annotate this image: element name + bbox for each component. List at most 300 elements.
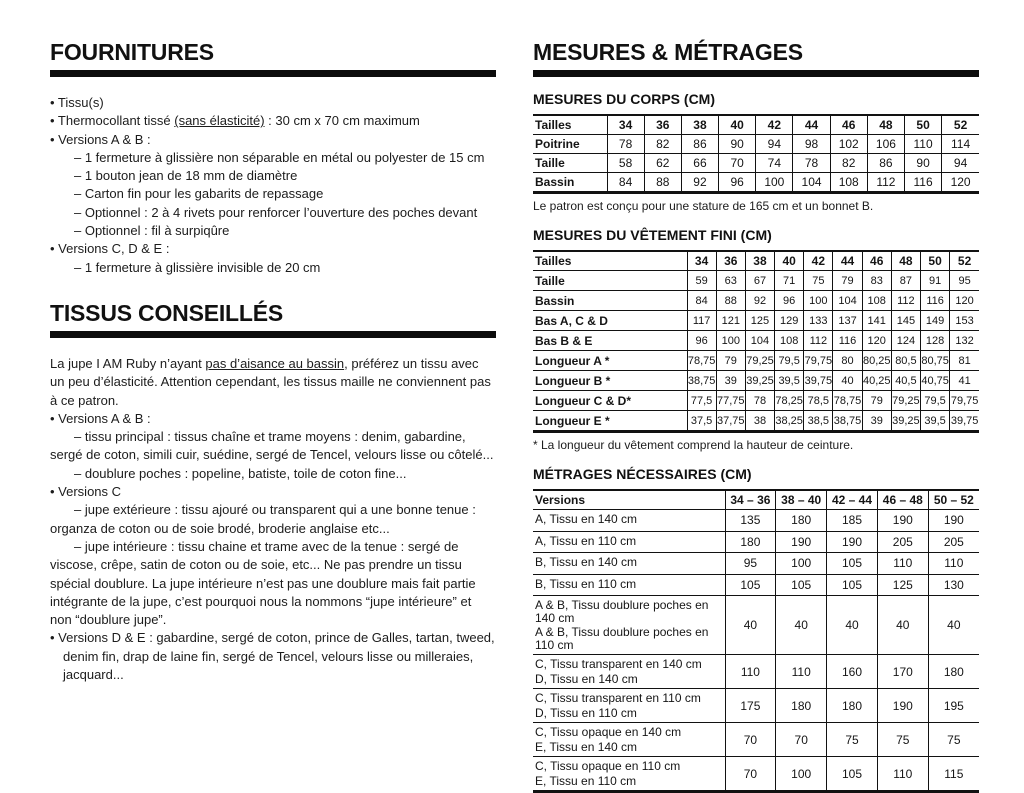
column-header-cell: 50 [921, 251, 950, 271]
column-header-cell: 42 [804, 251, 833, 271]
text-segment: – 1 fermeture à glissière non séparable en métal ou polyester de 15 cm [74, 149, 485, 165]
text-segment: • Thermocollant tissé [50, 113, 175, 129]
column-header-cell: 36 [716, 251, 745, 271]
text-segment: – jupe extérieure : tissu ajouré ou transparent qui a une bonne tenue : organza de coton ou de soie brodé, broderie anglaise etc... [50, 502, 476, 536]
value-cell: 74 [756, 154, 793, 173]
value-cell: 98 [793, 135, 830, 154]
row-label-line: C, Tissu transparent en 110 cm [535, 691, 701, 705]
row-label-cell: Bassin [533, 291, 687, 311]
section-title-mesures: MESURES & MÉTRAGES [533, 39, 803, 65]
row-label-line: B, Tissu en 110 cm [535, 576, 637, 591]
column-header-cell: 46 [830, 115, 867, 135]
column-header-cell: Tailles [533, 115, 607, 135]
value-cell: 38,25 [775, 411, 804, 432]
table-row [533, 311, 979, 331]
value-cell: 75 [827, 723, 878, 757]
table-header-row [533, 251, 979, 271]
value-cell: 180 [776, 510, 827, 532]
value-cell: 40,75 [921, 371, 950, 391]
value-cell: 190 [877, 510, 928, 532]
value-cell: 108 [775, 331, 804, 351]
list-item [50, 240, 496, 258]
table-row [533, 411, 979, 432]
list-item [50, 428, 496, 465]
value-cell: 41 [950, 371, 979, 391]
column-header-cell: 42 [756, 115, 793, 135]
value-cell: 40 [928, 596, 979, 655]
table-row [533, 351, 979, 371]
table-row [533, 371, 979, 391]
value-cell: 100 [804, 291, 833, 311]
value-cell: 124 [891, 331, 920, 351]
row-label-line: E, Tissu en 110 cm [535, 773, 637, 788]
value-cell: 130 [928, 574, 979, 596]
column-header-cell: 48 [867, 115, 904, 135]
value-cell: 80 [833, 351, 862, 371]
value-cell: 82 [644, 135, 681, 154]
value-cell: 94 [942, 154, 979, 173]
value-cell: 39,5 [921, 411, 950, 432]
value-cell: 94 [756, 135, 793, 154]
value-cell: 81 [950, 351, 979, 371]
value-cell: 37,75 [716, 411, 745, 432]
value-cell: 104 [793, 173, 830, 193]
value-cell: 116 [833, 331, 862, 351]
value-cell: 58 [607, 154, 644, 173]
row-label-cell [533, 510, 725, 532]
table-row [533, 689, 979, 723]
text-segment: – Optionnel : 2 à 4 rivets pour renforcer l’ouverture des poches devant [74, 204, 478, 220]
list-item [74, 149, 496, 167]
value-cell: 175 [725, 689, 776, 723]
value-cell: 62 [644, 154, 681, 173]
value-cell: 38,75 [687, 371, 716, 391]
section-title-fournitures: FOURNITURES [50, 39, 214, 65]
list-item [74, 185, 496, 203]
value-cell: 112 [804, 331, 833, 351]
value-cell: 79,5 [921, 391, 950, 411]
list-item [50, 94, 496, 112]
value-cell: 105 [827, 757, 878, 792]
row-label-line: A & B, Tissu doublure poches en 110 cm [535, 625, 709, 652]
value-cell: 70 [719, 154, 756, 173]
list-item [50, 131, 496, 149]
value-cell: 39,75 [804, 371, 833, 391]
value-cell: 40 [776, 596, 827, 655]
column-header-cell: 46 – 48 [877, 490, 928, 510]
table-header-row [533, 490, 979, 510]
value-cell: 78,75 [833, 391, 862, 411]
tissus-list [50, 355, 496, 684]
value-cell: 70 [776, 723, 827, 757]
value-cell: 40,5 [891, 371, 920, 391]
value-cell: 79 [862, 391, 891, 411]
table-row [533, 331, 979, 351]
value-cell: 77,5 [687, 391, 716, 411]
text-segment: • Versions A & B : [50, 410, 151, 426]
metrages-table [533, 489, 979, 793]
value-cell: 108 [862, 291, 891, 311]
value-cell: 84 [687, 291, 716, 311]
value-cell: 40 [827, 596, 878, 655]
value-cell: 82 [830, 154, 867, 173]
value-cell: 153 [950, 311, 979, 331]
value-cell: 39,25 [891, 411, 920, 432]
value-cell: 100 [716, 331, 745, 351]
right-column [533, 40, 979, 793]
row-label-cell: Longueur E * [533, 411, 687, 432]
value-cell: 190 [827, 531, 878, 553]
value-cell: 75 [877, 723, 928, 757]
value-cell: 91 [921, 271, 950, 291]
value-cell: 75 [928, 723, 979, 757]
value-cell: 39 [862, 411, 891, 432]
column-header-cell: 34 [687, 251, 716, 271]
row-label-line [535, 548, 724, 550]
value-cell: 87 [891, 271, 920, 291]
row-label-cell [533, 553, 725, 575]
row-label-cell: Bas A, C & D [533, 311, 687, 331]
column-header-cell: 48 [891, 251, 920, 271]
value-cell: 90 [719, 135, 756, 154]
list-item [74, 167, 496, 185]
row-label-line [535, 527, 724, 529]
text-segment: • Tissu(s) [50, 95, 104, 110]
list-item [50, 629, 496, 684]
table-row [533, 655, 979, 689]
value-cell: 180 [776, 689, 827, 723]
value-cell: 160 [827, 655, 878, 689]
list-item [74, 222, 496, 240]
value-cell: 67 [745, 271, 774, 291]
value-cell: 120 [862, 331, 891, 351]
value-cell: 137 [833, 311, 862, 331]
value-cell: 120 [950, 291, 979, 311]
value-cell: 86 [867, 154, 904, 173]
corps-note: Le patron est conçu pour une stature de 165 cm et un bonnet B. [533, 199, 874, 213]
value-cell: 141 [862, 311, 891, 331]
subheading-mesures-corps: MESURES DU CORPS (CM) [533, 91, 716, 107]
section-title-tissus: TISSUS CONSEILLÉS [50, 299, 284, 326]
text-segment: – 1 bouton jean de 18 mm de diamètre [74, 168, 298, 184]
text-segment: La jupe I AM Ruby n’ayant [50, 355, 206, 371]
value-cell: 105 [827, 574, 878, 596]
value-cell: 180 [928, 655, 979, 689]
value-cell: 80,25 [862, 351, 891, 371]
value-cell: 83 [862, 271, 891, 291]
value-cell: 105 [725, 574, 776, 596]
value-cell: 195 [928, 689, 979, 723]
value-cell: 106 [867, 135, 904, 154]
value-cell: 40,25 [862, 371, 891, 391]
value-cell: 149 [921, 311, 950, 331]
value-cell: 80,75 [921, 351, 950, 371]
column-header-cell: 38 [745, 251, 774, 271]
value-cell: 190 [877, 689, 928, 723]
value-cell: 79,75 [804, 351, 833, 371]
value-cell: 70 [725, 757, 776, 792]
column-header-cell: 52 [942, 115, 979, 135]
value-cell: 78 [793, 154, 830, 173]
left-column [50, 40, 496, 684]
text-segment: • Versions C [50, 484, 122, 500]
value-cell: 132 [950, 331, 979, 351]
row-label-cell [533, 689, 725, 723]
table-row [533, 510, 979, 532]
row-label-cell: Poitrine [533, 135, 607, 154]
value-cell: 79,75 [950, 391, 979, 411]
table-row [533, 173, 979, 193]
row-label-cell: Bassin [533, 173, 607, 193]
value-cell: 38,75 [833, 411, 862, 432]
text-segment: – doublure poches : popeline, batiste, toile de coton fine... [74, 465, 407, 481]
value-cell: 205 [928, 531, 979, 553]
title-rule [533, 70, 979, 77]
value-cell: 104 [833, 291, 862, 311]
value-cell: 77,75 [716, 391, 745, 411]
value-cell: 116 [905, 173, 942, 193]
value-cell: 38,5 [804, 411, 833, 432]
text-segment: – jupe intérieure : tissu chaine et trame avec de la tenue : sergé de viscose, crêpe, satin de coton ou de soie, etc... Ne pas prendre un tissu spécial doublure. La jupe intérieure n’est pas une doublure mais fait partie intégrante de la jupe, c’est pourquoi nous la nommons “jupe intérieure” et non “doublure jupe”. [50, 538, 476, 628]
value-cell: 170 [877, 655, 928, 689]
value-cell: 79,25 [891, 391, 920, 411]
fini-footnote: * La longueur du vêtement comprend la hauteur de ceinture. [533, 438, 854, 452]
value-cell: 59 [687, 271, 716, 291]
table-row [533, 531, 979, 553]
column-header-cell: 42 – 44 [827, 490, 878, 510]
row-label-line [535, 591, 724, 593]
value-cell: 88 [716, 291, 745, 311]
tissus-section [50, 301, 496, 684]
value-cell: 78,25 [775, 391, 804, 411]
value-cell: 120 [942, 173, 979, 193]
value-cell: 71 [775, 271, 804, 291]
value-cell: 38 [745, 411, 774, 432]
row-label-line: C, Tissu opaque en 110 cm [535, 759, 681, 773]
value-cell: 79,5 [775, 351, 804, 371]
text-segment: • Versions C, D & E : [50, 241, 170, 257]
value-cell: 40 [833, 371, 862, 391]
row-label-line: C, Tissu transparent en 140 cm [535, 657, 702, 671]
value-cell: 78 [745, 391, 774, 411]
value-cell: 95 [725, 553, 776, 575]
row-label-line: B, Tissu en 140 cm [535, 555, 638, 569]
value-cell: 115 [928, 757, 979, 792]
value-cell: 128 [921, 331, 950, 351]
row-label-cell [533, 723, 725, 757]
value-cell: 110 [877, 757, 928, 792]
value-cell: 75 [804, 271, 833, 291]
value-cell: 79 [833, 271, 862, 291]
table-header-row [533, 115, 979, 135]
value-cell: 110 [725, 655, 776, 689]
value-cell: 180 [827, 689, 878, 723]
list-item [50, 483, 496, 501]
value-cell: 102 [830, 135, 867, 154]
value-cell: 100 [776, 757, 827, 792]
value-cell: 39 [716, 371, 745, 391]
value-cell: 104 [745, 331, 774, 351]
row-label-cell [533, 531, 725, 553]
value-cell: 108 [830, 173, 867, 193]
column-header-cell: 40 [775, 251, 804, 271]
value-cell: 79 [716, 351, 745, 371]
underlined-text-segment: (sans élasticité) [174, 113, 265, 129]
value-cell: 90 [905, 154, 942, 173]
value-cell: 110 [928, 553, 979, 575]
row-label-cell [533, 757, 725, 792]
value-cell: 88 [644, 173, 681, 193]
value-cell: 145 [891, 311, 920, 331]
value-cell: 40 [725, 596, 776, 655]
column-header-cell: 40 [719, 115, 756, 135]
value-cell: 92 [745, 291, 774, 311]
row-label-cell: Longueur B * [533, 371, 687, 391]
value-cell: 39,75 [950, 411, 979, 432]
table-row [533, 271, 979, 291]
value-cell: 96 [719, 173, 756, 193]
column-header-cell: 36 [644, 115, 681, 135]
title-rule [50, 331, 496, 338]
column-header-cell: 38 – 40 [776, 490, 827, 510]
row-label-cell: Longueur C & D* [533, 391, 687, 411]
row-label-cell [533, 655, 725, 689]
table-row [533, 154, 979, 173]
value-cell: 121 [716, 311, 745, 331]
text-segment: – tissu principal : tissus chaîne et trame moyens : denim, gabardine, sergé de coton, simili cuir, suédine, sergé de Tencel, velours lisse ou côtelé... [50, 429, 494, 463]
list-item [50, 465, 496, 483]
table-row [533, 574, 979, 596]
subheading-vetement-fini: MESURES DU VÊTEMENT FINI (CM) [533, 227, 772, 243]
title-rule [50, 70, 496, 77]
value-cell: 129 [775, 311, 804, 331]
list-item [50, 112, 496, 130]
table-row [533, 553, 979, 575]
value-cell: 84 [607, 173, 644, 193]
row-label-line: A, Tissu en 110 cm [535, 533, 637, 548]
list-item [74, 204, 496, 222]
value-cell: 78 [607, 135, 644, 154]
value-cell: 125 [877, 574, 928, 596]
table-row [533, 291, 979, 311]
text-segment: • Versions D & E : gabardine, sergé de coton, prince de Galles, tartan, tweed, denim fin, drap de laine fin, sergé de Tencel, velours lisse ou milleraies, jacquard... [50, 630, 495, 683]
value-cell: 78,5 [804, 391, 833, 411]
row-label-line: E, Tissu en 140 cm [535, 739, 638, 754]
value-cell: 116 [921, 291, 950, 311]
row-label-line: A, Tissu en 140 cm [535, 512, 638, 526]
value-cell: 80,5 [891, 351, 920, 371]
value-cell: 117 [687, 311, 716, 331]
value-cell: 100 [756, 173, 793, 193]
row-label-line: C, Tissu opaque en 140 cm [535, 725, 682, 739]
value-cell: 39,25 [745, 371, 774, 391]
row-label-line: A & B, Tissu doublure poches en 140 cm [535, 598, 709, 625]
value-cell: 110 [776, 655, 827, 689]
column-header-cell: 50 [905, 115, 942, 135]
value-cell: 96 [687, 331, 716, 351]
value-cell: 63 [716, 271, 745, 291]
list-item [50, 538, 496, 629]
value-cell: 110 [905, 135, 942, 154]
value-cell: 110 [877, 553, 928, 575]
row-label-line: D, Tissu en 110 cm [535, 705, 637, 720]
text-segment: • Versions A & B : [50, 131, 151, 147]
value-cell: 185 [827, 510, 878, 532]
value-cell: 79,25 [745, 351, 774, 371]
value-cell: 100 [776, 553, 827, 575]
text-segment: , préférez un tissu avec un peu d’élasticité. Attention cependant, les tissus maille ne conviennent pas à ce patron. [50, 355, 491, 408]
value-cell: 190 [928, 510, 979, 532]
row-label-cell: Taille [533, 154, 607, 173]
value-cell: 125 [745, 311, 774, 331]
table-row [533, 757, 979, 792]
value-cell: 190 [776, 531, 827, 553]
row-label-cell [533, 596, 725, 655]
value-cell: 180 [725, 531, 776, 553]
column-header-cell: 44 [793, 115, 830, 135]
column-header-cell: 38 [681, 115, 718, 135]
column-header-cell: Tailles [533, 251, 687, 271]
value-cell: 95 [950, 271, 979, 291]
value-cell: 66 [681, 154, 718, 173]
value-cell: 96 [775, 291, 804, 311]
subheading-metrages: MÉTRAGES NÉCESSAIRES (CM) [533, 466, 752, 482]
value-cell: 70 [725, 723, 776, 757]
list-item [50, 410, 496, 428]
list-item [50, 355, 496, 410]
value-cell: 78,75 [687, 351, 716, 371]
value-cell: 112 [867, 173, 904, 193]
column-header-cell: 34 [607, 115, 644, 135]
value-cell: 37,5 [687, 411, 716, 432]
value-cell: 39,5 [775, 371, 804, 391]
list-item [50, 501, 496, 538]
list-item [74, 259, 496, 277]
text-segment: – 1 fermeture à glissière invisible de 20 cm [74, 259, 321, 275]
column-header-cell: 34 – 36 [725, 490, 776, 510]
column-header-cell: Versions [533, 490, 725, 510]
value-cell: 135 [725, 510, 776, 532]
value-cell: 205 [877, 531, 928, 553]
value-cell: 105 [776, 574, 827, 596]
text-segment: – Carton fin pour les gabarits de repassage [74, 186, 324, 202]
value-cell: 133 [804, 311, 833, 331]
row-label-cell: Taille [533, 271, 687, 291]
underlined-text-segment: pas d’aisance au bassin [205, 355, 345, 371]
table-row [533, 135, 979, 154]
column-header-cell: 52 [950, 251, 979, 271]
row-label-cell [533, 574, 725, 596]
value-cell: 112 [891, 291, 920, 311]
vetement-fini-table [533, 250, 979, 433]
column-header-cell: 44 [833, 251, 862, 271]
text-segment: – Optionnel : fil à surpiqûre [74, 223, 230, 239]
row-label-cell: Longueur A * [533, 351, 687, 371]
column-header-cell: 46 [862, 251, 891, 271]
table-row [533, 596, 979, 655]
value-cell: 40 [877, 596, 928, 655]
row-label-cell: Bas B & E [533, 331, 687, 351]
fournitures-list [50, 94, 496, 277]
value-cell: 105 [827, 553, 878, 575]
column-header-cell: 50 – 52 [928, 490, 979, 510]
text-segment: : 30 cm x 70 cm maximum [264, 113, 420, 129]
row-label-line [535, 570, 724, 572]
row-label-line: D, Tissu en 140 cm [535, 671, 638, 686]
value-cell: 92 [681, 173, 718, 193]
table-row [533, 391, 979, 411]
value-cell: 114 [942, 135, 979, 154]
